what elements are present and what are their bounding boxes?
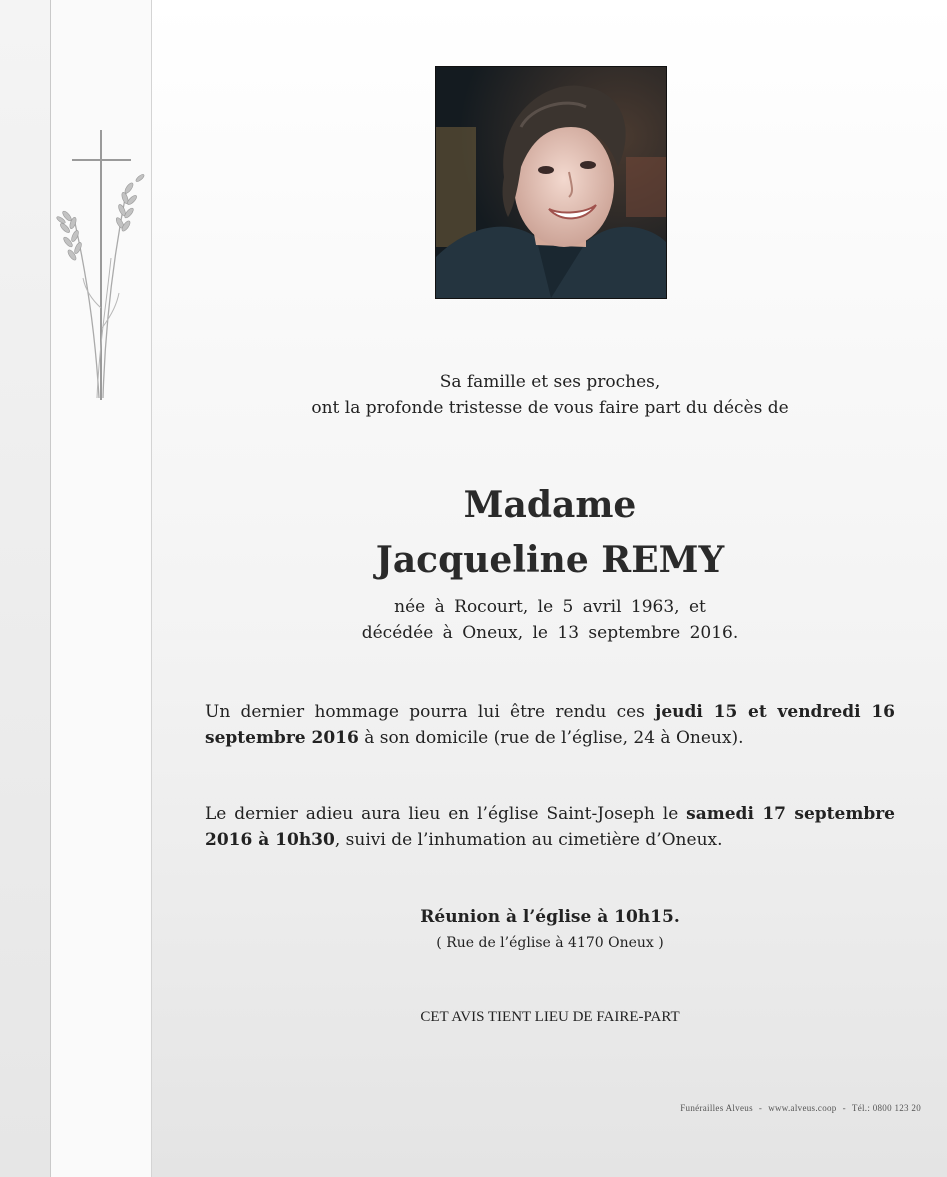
intro-text [205,369,895,421]
footer-separator: - [758,1103,763,1113]
adieu-text-before: Le dernier adieu aura lieu en l’église Saint-Joseph le [205,804,687,824]
footer-phone: Tél.: 0800 123 20 [851,1103,921,1113]
hommage-text-after: à son domicile (rue de l’église, 24 à Oneux). [358,728,744,748]
left-border-strip [0,0,51,1177]
portrait-photo [435,66,667,299]
cross-with-wheat-icon [55,128,150,403]
birth-line: née à Rocourt, le 5 avril 1963, et [394,597,706,617]
hommage-paragraph [205,699,895,751]
hommage-dates: jeudi 15 et vendredi 16 septembre 2016 [205,702,896,748]
intro-line-2: ont la profonde tristesse de vous faire part du décès de [311,398,789,418]
notice-text: CET AVIS TIENT LIEU DE FAIRE-PART [420,1009,680,1025]
deceased-title: Madame [463,484,637,526]
footer-separator: - [842,1103,846,1113]
death-line: décédée à Oneux, le 13 septembre 2016. [361,623,739,643]
deceased-full-name: Jacqueline REMY [375,539,725,581]
reunion-address: ( Rue de l’église à 4170 Oneux ) [436,935,664,951]
adieu-text-after: , suivi de l’inhumation au cimetière d’Oneux. [334,830,723,850]
deceased-name-block [205,478,895,588]
birth-death-dates [205,594,895,646]
footer-company: Funérailles Alveus [680,1103,753,1113]
adieu-paragraph [205,801,895,853]
reunion-title: Réunion à l’église à 10h15. [420,907,680,927]
hommage-text-before: Un dernier hommage pourra lui être rendu ces [205,702,656,722]
intro-line-1: Sa famille et ses proches, [439,372,661,392]
footer-website: www.alveus.coop [768,1103,837,1113]
adieu-date: samedi 17 septembre 2016 à 10h30 [205,804,895,850]
funeral-home-footer [680,1102,921,1114]
